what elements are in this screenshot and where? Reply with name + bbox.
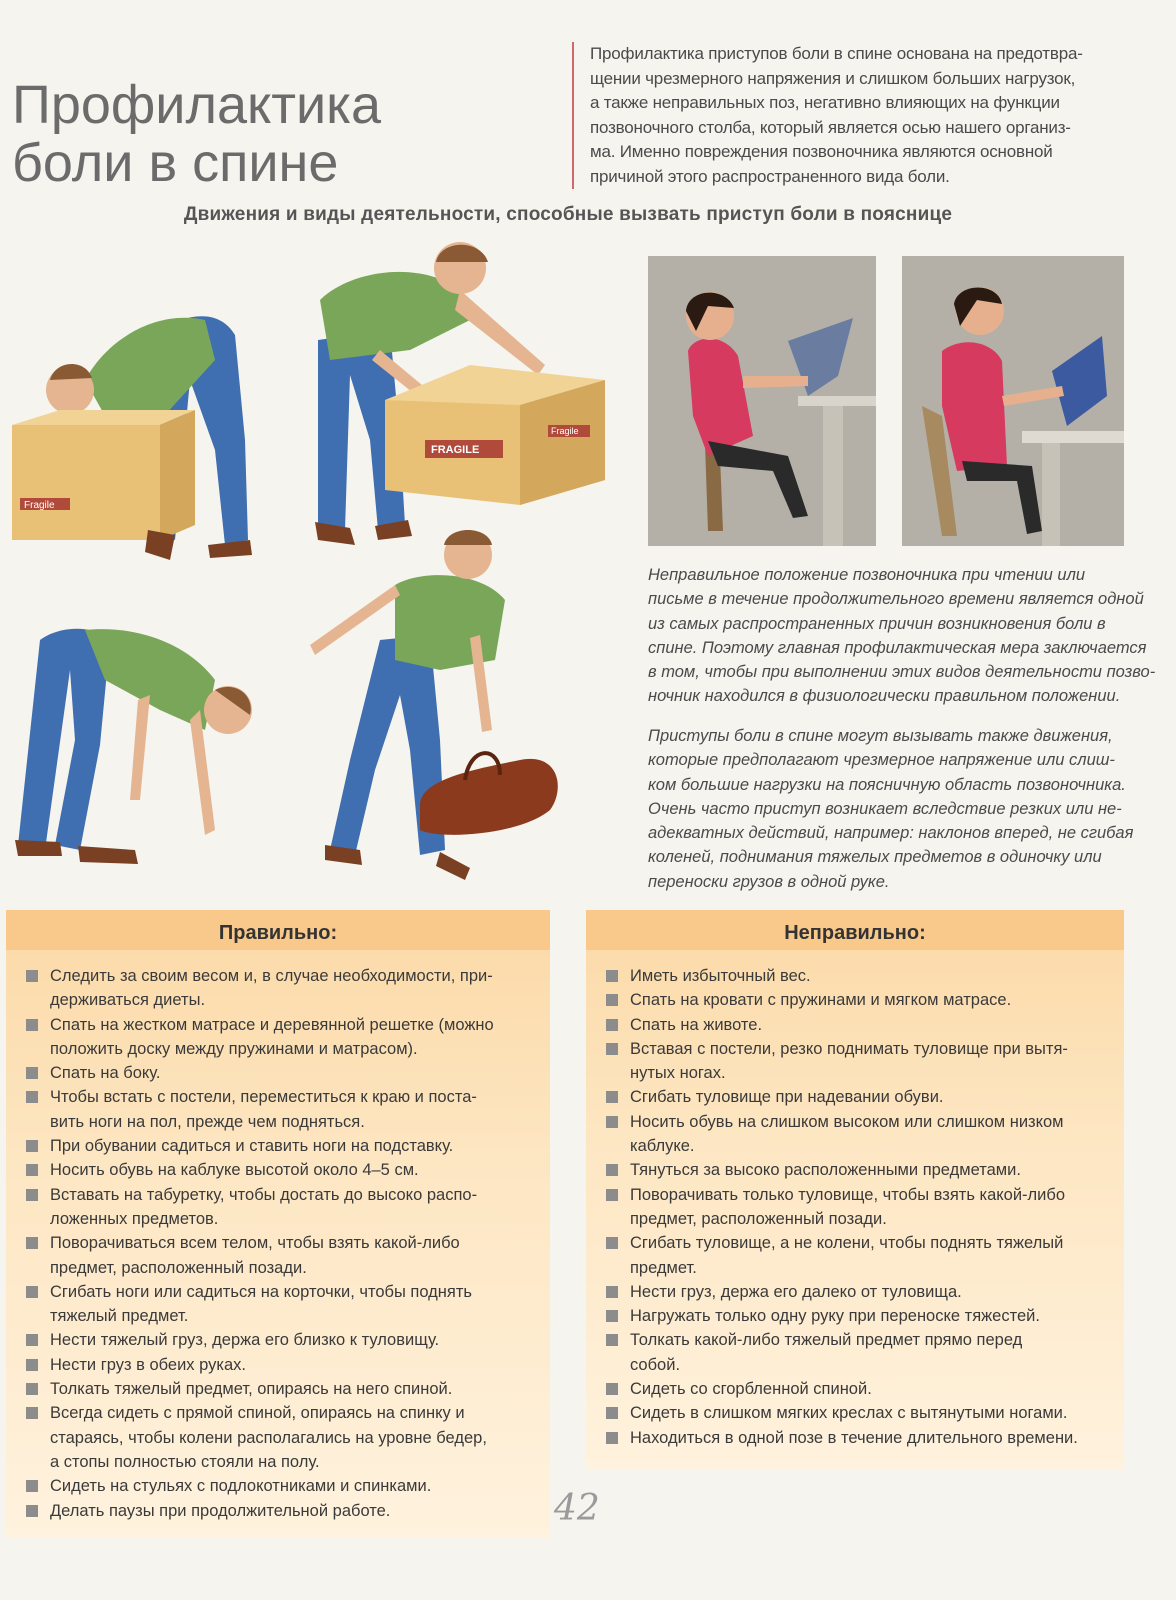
list-item [26, 964, 542, 1013]
correct-panel-heading: Правильно: [6, 910, 550, 950]
list-item-text: Поворачиваться всем телом, чтобы взять какой-либо [50, 1234, 460, 1253]
list-item-text: Сгибать ноги или садиться на корточки, чтобы поднять [50, 1282, 472, 1301]
list-item-text: Вставая с постели, резко поднимать туловище при вытя- [630, 1039, 1068, 1058]
incorrect-list [586, 950, 1124, 1450]
caption-line: ком большие нагрузки на поясничную область позвоночника. [648, 775, 1126, 794]
list-item-text: Нести груз в обеих руках. [50, 1355, 246, 1374]
list-item-text: нутых ногах. [630, 1064, 726, 1083]
list-item-text: держиваться диеты. [50, 991, 206, 1010]
list-item [26, 1377, 542, 1401]
list-item-text: Нагружать только одну руку при переноске тяжестей. [630, 1307, 1040, 1326]
list-item-text: Толкать тяжелый предмет, опираясь на него спиной. [50, 1380, 453, 1399]
caption-line: переноски грузов в одной руке. [648, 872, 890, 891]
list-item [26, 1328, 542, 1352]
incorrect-panel [586, 910, 1124, 1470]
list-item-text: Поворачивать только туловище, чтобы взять какой-либо [630, 1185, 1066, 1204]
caption-line: которые предполагают чрезмерное напряжение или слиш- [648, 751, 1115, 770]
list-item-text: Носить обувь на слишком высоком или слишком низком [630, 1112, 1064, 1131]
list-item-text: При обувании садиться и ставить ноги на подставку. [50, 1137, 454, 1156]
list-item-text: Иметь избыточный вес. [630, 967, 811, 985]
caption-line: Приступы боли в спине могут вызывать также движения, [648, 727, 1113, 745]
caption-line: адекватных действий, например: наклонов вперед, не сгибая [648, 824, 1134, 843]
list-item-text: предмет, расположенный позади. [50, 1258, 307, 1277]
list-item [26, 1401, 542, 1474]
list-item [606, 964, 1116, 988]
section-subheading: Движения и виды деятельности, способные вызвать приступ боли в пояснице [183, 204, 953, 225]
list-item [26, 1231, 542, 1280]
list-item-text: Спать на жестком матрасе и деревянной решетке (можно [50, 1015, 494, 1034]
intro-line: Профилактика приступов боли в спине основана на предотвра- [590, 44, 1083, 63]
list-item-text: Толкать какой-либо тяжелый предмет прямо перед [630, 1331, 1023, 1350]
list-item [26, 1134, 542, 1158]
figure-carrying-bag [310, 530, 558, 880]
list-item [606, 1013, 1116, 1037]
list-item-text: Нести груз, держа его далеко от туловища. [630, 1282, 962, 1301]
list-item [606, 1401, 1116, 1425]
list-item-text: Спать на кровати с пружинами и мягком матрасе. [630, 991, 1012, 1010]
list-item-text: Сидеть со сгорбленной спиной. [630, 1380, 872, 1399]
list-item-text: предмет, расположенный позади. [630, 1209, 887, 1228]
list-item [26, 1183, 542, 1232]
caption-movements [648, 724, 1138, 894]
box-label-3-text: Fragile [551, 426, 579, 436]
intro-line: причиной этого распространенного вида боли. [590, 166, 950, 186]
intro-line: щении чрезмерного напряжения и слишком больших нагрузок, [590, 68, 1076, 88]
list-item-text: Сгибать туловище при надевании обуви. [630, 1088, 944, 1107]
list-item-text: Сгибать туловище, а не колени, чтобы поднять тяжелый [630, 1234, 1064, 1253]
list-item [26, 1353, 542, 1377]
intro-line: позвоночного столба, который является осью нашего организ- [590, 117, 1071, 137]
list-item-text: Делать паузы при продолжительной работе. [50, 1501, 391, 1520]
incorrect-panel-heading: Неправильно: [586, 910, 1124, 950]
page-title [12, 76, 532, 192]
list-item [26, 1474, 542, 1498]
list-item [606, 1304, 1116, 1328]
list-item-text: стараясь, чтобы колени располагались на уровне бедер, [50, 1428, 487, 1447]
list-item [26, 1013, 542, 1062]
figure-lifting-small-box [12, 316, 252, 560]
list-item [26, 1280, 542, 1329]
list-item [606, 1231, 1116, 1280]
list-item-text: Всегда сидеть с прямой спиной, опираясь на спинку и [50, 1404, 465, 1423]
box-label-2-text: FRAGILE [431, 444, 480, 456]
caption-line: ночник находился в физиологически правильном положении. [648, 687, 1121, 706]
list-item [606, 1280, 1116, 1304]
list-item-text: тяжелый предмет. [50, 1307, 189, 1326]
list-item-text: Чтобы встать с постели, переместиться к краю и поста- [50, 1088, 477, 1107]
page-title-line-1: Профилактика [12, 75, 381, 136]
figure-bending-forward [15, 629, 252, 864]
list-item [606, 1377, 1116, 1401]
list-item-text: Спать на боку. [50, 1064, 161, 1083]
list-item-text: Носить обувь на каблуке высотой около 4–5 см. [50, 1161, 419, 1180]
box-label-1-text: Fragile [24, 500, 55, 511]
list-item-text: вить ноги на пол, прежде чем подняться. [50, 1112, 365, 1131]
caption-line: коленей, поднимания тяжелых предметов в одиночку или [648, 848, 1102, 867]
list-item-text: Сидеть в слишком мягких креслах с вытянутыми ногами. [630, 1404, 1068, 1423]
figure-lifting-large-box [315, 242, 605, 545]
list-item-text: Следить за своим весом и, в случае необходимости, при- [50, 967, 493, 985]
list-item-text: Находиться в одной позе в течение длительного времени. [630, 1428, 1078, 1447]
correct-panel [6, 910, 550, 1537]
list-item [606, 1037, 1116, 1086]
correct-list [6, 950, 550, 1523]
list-item [606, 1183, 1116, 1232]
list-item [606, 1110, 1116, 1159]
list-item-text: Тянуться за высоко расположенными предметами. [630, 1161, 1021, 1180]
list-item-text: Сидеть на стульях с подлокотниками и спинками. [50, 1477, 432, 1496]
list-item [26, 1085, 542, 1134]
page-title-line-2: боли в спине [12, 133, 339, 194]
list-item-text: Нести тяжелый груз, держа его близко к туловищу. [50, 1331, 440, 1350]
caption-line: Неправильное положение позвоночника при чтении или [648, 566, 1086, 584]
list-item-text: собой. [630, 1355, 681, 1374]
intro-paragraph [572, 42, 1150, 189]
list-item-text: положить доску между пружинами и матрасом). [50, 1039, 418, 1058]
list-item [26, 1499, 542, 1523]
caption-line: из самых распространенных причин возникновения боли в [648, 614, 1106, 633]
list-item-text: Вставать на табуретку, чтобы достать до высоко распо- [50, 1185, 478, 1204]
list-item [606, 1085, 1116, 1109]
photo-correct-reading-posture [902, 256, 1124, 546]
list-item-text: каблуке. [630, 1137, 695, 1156]
caption-line: в том, чтобы при выполнении этих видов деятельности позво- [648, 663, 1156, 682]
list-item [606, 988, 1116, 1012]
intro-line: а также неправильных поз, негативно влияющих на функции [590, 93, 1060, 112]
list-item-text: а стопы полностью стояли на полу. [50, 1452, 320, 1471]
intro-line: ма. Именно повреждения позвоночника являются основной [590, 142, 1053, 161]
list-item [26, 1061, 542, 1085]
posture-illustration [0, 240, 630, 900]
caption-line: Очень часто приступ возникает вследствие резких или не- [648, 799, 1122, 818]
list-item [606, 1158, 1116, 1182]
list-item [606, 1426, 1116, 1450]
list-item-text: Спать на животе. [630, 1015, 763, 1034]
list-item-text: ложенных предметов. [50, 1209, 219, 1228]
page-number: 42 [554, 1488, 600, 1529]
caption-line: спине. Поэтому главная профилактическая мера заключается [648, 638, 1147, 657]
list-item [606, 1328, 1116, 1377]
list-item [26, 1158, 542, 1182]
list-item-text: предмет. [630, 1258, 697, 1277]
caption-line: письме в течение продолжительного времени является одной [648, 590, 1144, 609]
caption-reading-posture [648, 563, 1156, 709]
photo-incorrect-reading-posture [648, 256, 876, 546]
